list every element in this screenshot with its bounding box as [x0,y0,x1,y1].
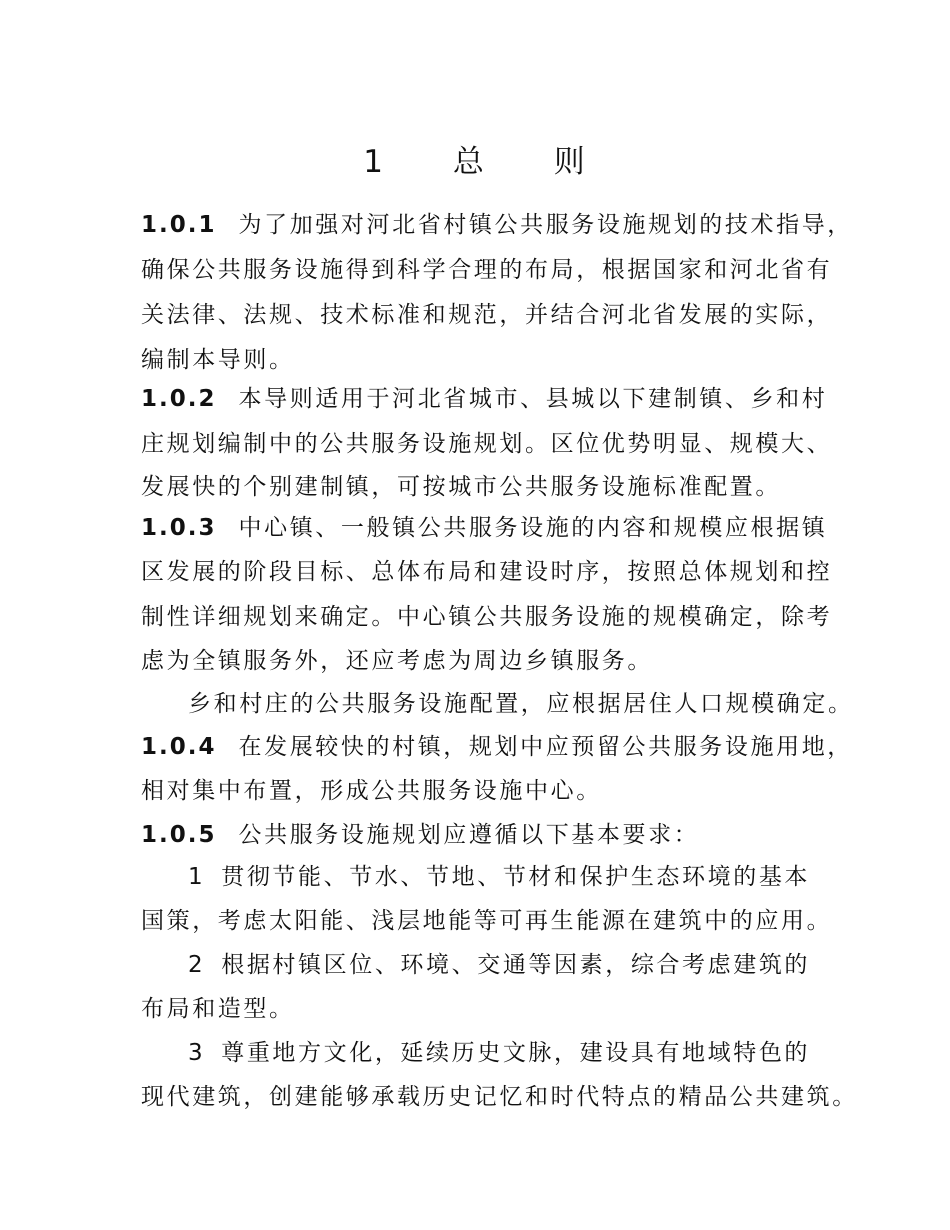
clause-1-0-2-line-2: 庄规划编制中的公共服务设施规划。区位优势明显、规模大、 [141,431,833,457]
clause-1-0-1-line-4: 编制本导则。 [141,347,295,373]
clause-1-0-1-line-1 [141,205,853,245]
clause-1-0-3-line-4: 虑为全镇服务外，还应考虑为周边乡镇服务。 [141,648,653,674]
requirement-item-3-line-1 [188,1033,810,1073]
item-number: 3 [188,1040,206,1066]
clause-text: 公共服务设施规划应遵循以下基本要求： [238,822,700,848]
clause-1-0-3-extra-paragraph: 乡和村庄的公共服务设施配置，应根据居住人口规模确定。 [188,691,854,717]
item-text: 根据村镇区位、环境、交通等因素，综合考虑建筑的 [221,952,811,978]
item-text: 贯彻节能、节水、节地、节材和保护生态环境的基本 [221,864,811,890]
clause-1-0-3-line-2: 区发展的阶段目标、总体布局和建设时序，按照总体规划和控 [141,559,833,585]
clause-1-0-1-line-2: 确保公共服务设施得到科学合理的布局，根据国家和河北省有 [141,257,833,283]
clause-number: 1.0.4 [141,734,217,760]
clause-text: 在发展较快的村镇，规划中应预留公共服务设施用地， [238,734,853,760]
clause-1-0-4-line-2: 相对集中布置，形成公共服务设施中心。 [141,778,602,804]
requirement-item-3-line-2: 现代建筑，创建能够承载历史记忆和时代特点的精品公共建筑。 [141,1084,858,1110]
clause-1-0-1-line-3: 关法律、法规、技术标准和规范，并结合河北省发展的实际， [141,302,833,328]
chapter-title: 1 总 则 [363,144,615,180]
clause-number: 1.0.1 [141,212,217,238]
requirement-item-2-line-2: 布局和造型。 [141,996,295,1022]
clause-number: 1.0.5 [141,822,217,848]
item-text: 尊重地方文化，延续历史文脉，建设具有地域特色的 [221,1040,811,1066]
item-number: 2 [188,952,206,978]
item-number: 1 [188,864,206,890]
clause-text: 本导则适用于河北省城市、县城以下建制镇、乡和村 [238,386,828,412]
clause-text: 中心镇、一般镇公共服务设施的内容和规模应根据镇 [238,515,828,541]
clause-1-0-2-line-1 [141,379,827,419]
clause-1-0-5-line-1 [141,815,699,855]
clause-number: 1.0.2 [141,386,217,412]
clause-number: 1.0.3 [141,515,217,541]
clause-text: 为了加强对河北省村镇公共服务设施规划的技术指导， [238,212,853,238]
clause-1-0-2-line-3: 发展快的个别建制镇，可按城市公共服务设施标准配置。 [141,474,781,500]
clause-1-0-3-line-1 [141,508,827,548]
requirement-item-1-line-1 [188,857,810,897]
requirement-item-1-line-2: 国策，考虑太阳能、浅层地能等可再生能源在建筑中的应用。 [141,908,833,934]
clause-1-0-4-line-1 [141,727,853,767]
requirement-item-2-line-1 [188,945,810,985]
clause-1-0-3-line-3: 制性详细规划来确定。中心镇公共服务设施的规模确定，除考 [141,604,833,630]
